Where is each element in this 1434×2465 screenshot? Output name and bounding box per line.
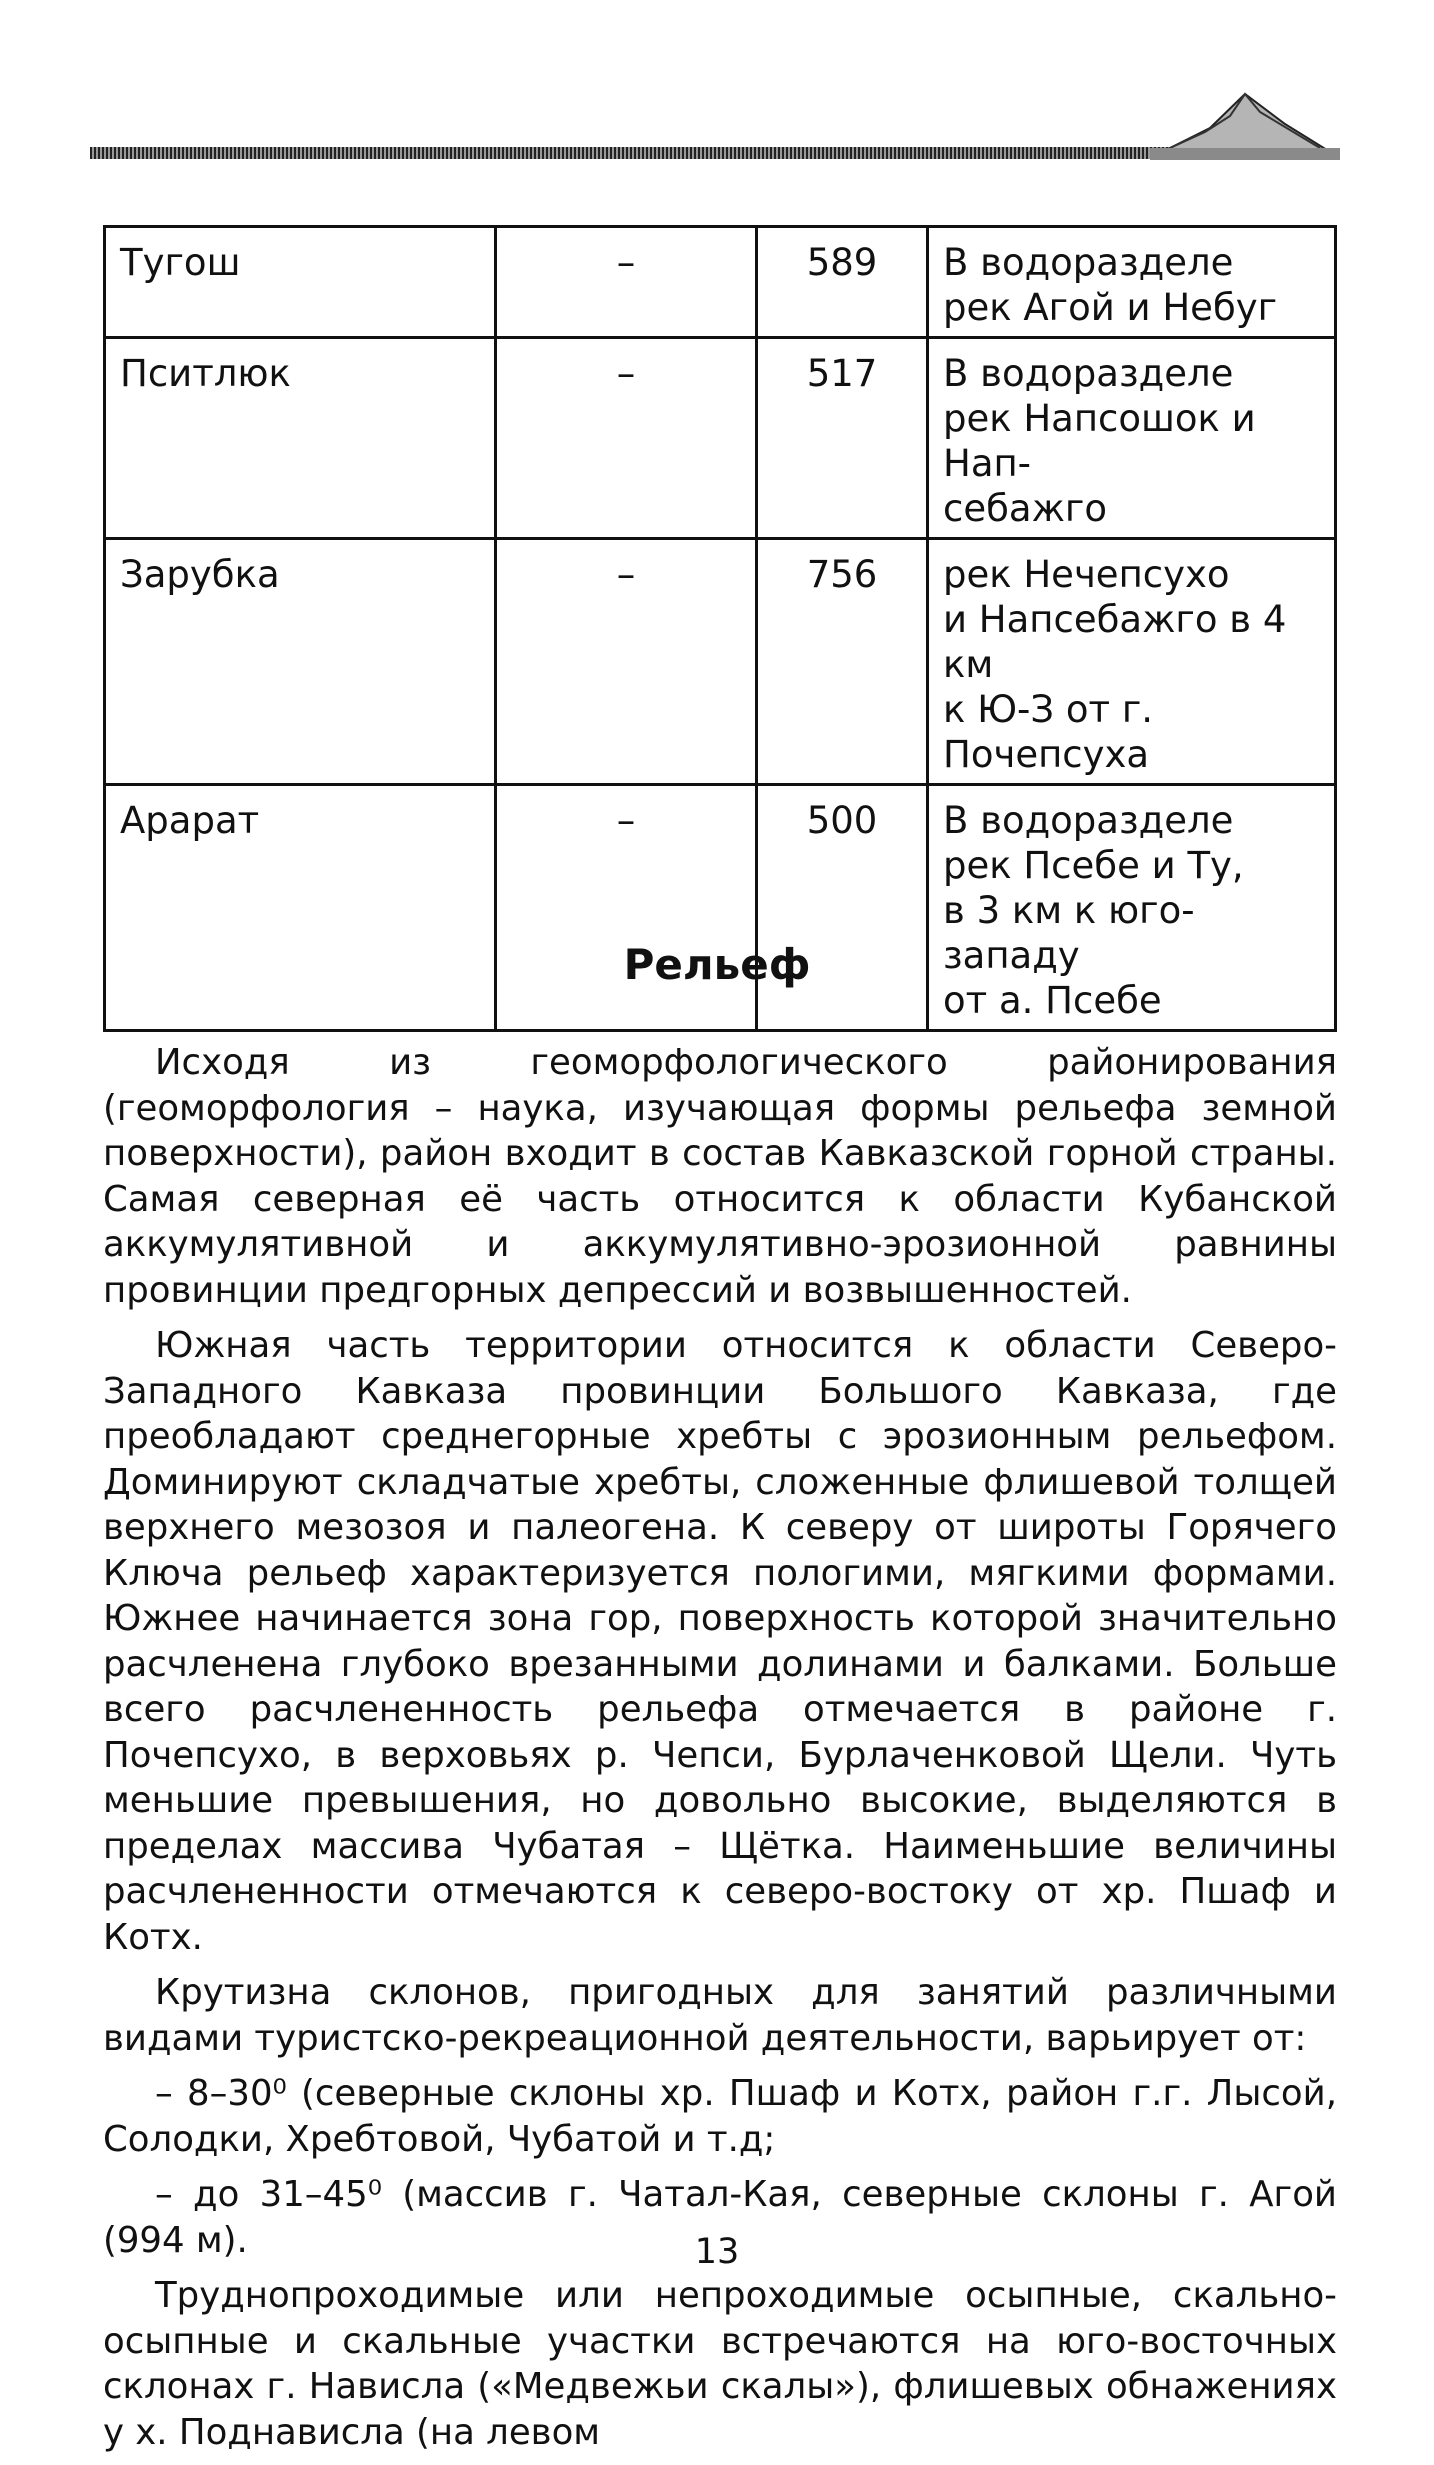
list-item: – 8–30⁰ (северные склоны хр. Пшаф и Котх, район г.г. Лысой, Солодки, Хребтовой, Чубатой и т.д; bbox=[103, 2073, 1337, 2160]
paragraph: Труднопроходимые или непроходимые осыпные, скально-осыпные и скальные участки встречаются на юго-восточных склонах г. Нависла («Медвежьи скалы»), флишевых обнажениях у х. Поднависла (на левом bbox=[103, 2275, 1337, 2453]
table-row bbox=[105, 227, 1336, 338]
peaks-table bbox=[103, 225, 1337, 1032]
peak-height: 500 bbox=[757, 785, 928, 1031]
section-title: Рельеф bbox=[623, 940, 811, 989]
peak-dash: – bbox=[496, 539, 757, 785]
peak-description: В водоразделе рек Псебе и Ту, в 3 км к юго-западу от а. Псебе bbox=[928, 785, 1336, 1031]
peak-name: Пситлюк bbox=[105, 338, 496, 539]
peak-dash: – bbox=[496, 785, 757, 1031]
paragraph: Крутизна склонов, пригодных для занятий различными видами туристско-рекреационной деятельности, варьирует от: bbox=[103, 1972, 1337, 2059]
peak-dash: – bbox=[496, 338, 757, 539]
peak-height: 517 bbox=[757, 338, 928, 539]
list-item: – до 31–45⁰ (массив г. Чатал-Кая, северные склоны г. Агой (994 м). bbox=[103, 2174, 1337, 2261]
peak-name: Арарат bbox=[105, 785, 496, 1031]
peak-height: 756 bbox=[757, 539, 928, 785]
peak-height: 589 bbox=[757, 227, 928, 338]
peak-name: Тугош bbox=[105, 227, 496, 338]
peak-description: рек Нечепсухо и Напсебажго в 4 км к Ю-З от г. Почепсуха bbox=[928, 539, 1336, 785]
peak-name: Зарубка bbox=[105, 539, 496, 785]
table-row bbox=[105, 338, 1336, 539]
paragraph: Исходя из геоморфологического районирования (геоморфология – наука, изучающая формы рельефа земной поверхности), район входит в состав Кавказской горной страны. Самая северная её часть относится к области Кубанской аккумулятивной и аккумулятивно-эрозионной равнины провинции предгорных депрессий и возвышенностей. bbox=[103, 1042, 1337, 1311]
peak-description: В водоразделе рек Агой и Небуг bbox=[928, 227, 1336, 338]
table-row bbox=[105, 539, 1336, 785]
peak-description: В водоразделе рек Напсошок и Нап- себажго bbox=[928, 338, 1336, 539]
page-number: 13 bbox=[694, 2232, 740, 2272]
table-row bbox=[105, 785, 1336, 1031]
peak-dash: – bbox=[496, 227, 757, 338]
paragraph: Южная часть территории относится к области Северо-Западного Кавказа провинции Большого Кавказа, где преобладают среднегорные хребты с эрозионным рельефом. Доминируют складчатые хребты, сложенные флишевой толщей верхнего мезозоя и палеогена. К северу от широты Горячего Ключа рельеф характеризуется пологими, мягкими формами. Южнее начинается зона гор, поверхность которой значительно расчленена глубоко врезанными долинами и балками. Больше всего расчлененность рельефа отмечается в районе г. Почепсухо, в верховьях р. Чепси, Бурлаченковой Щели. Чуть меньшие превышения, но довольно высокие, выделяются в пределах массива Чубатая – Щётка. Наименьшие величины расчлененности отмечаются к северо-востоку от хр. Пшаф и Котх. bbox=[103, 1325, 1337, 1958]
mountain-icon bbox=[1150, 86, 1340, 166]
header-rule bbox=[90, 147, 1280, 159]
